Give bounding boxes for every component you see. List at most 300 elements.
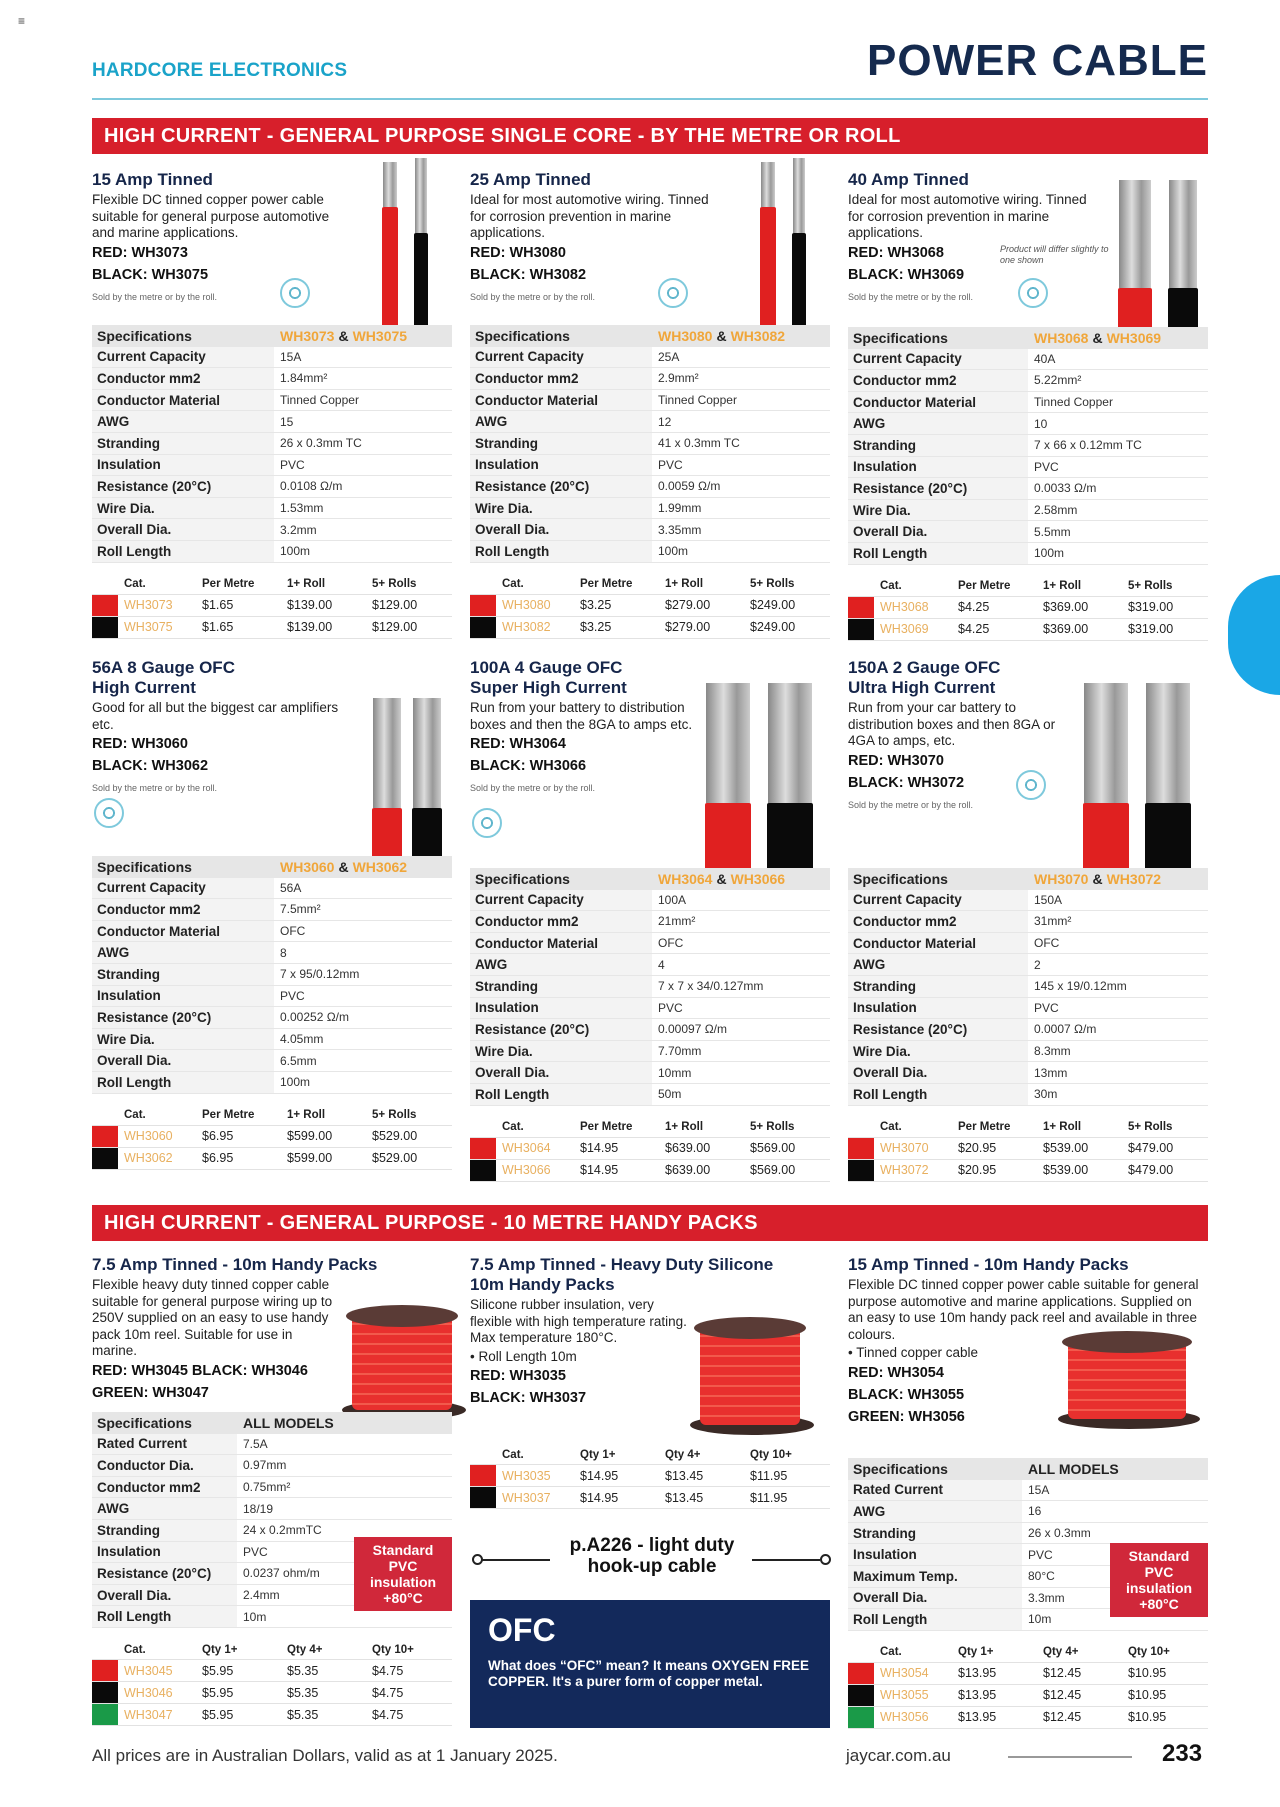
price-value: $6.95 (202, 1151, 234, 1166)
spec-row (92, 1072, 452, 1094)
price-row[interactable] (848, 597, 1208, 619)
spec-label: AWG (92, 411, 274, 432)
price-row[interactable] (470, 1160, 830, 1182)
spec-row (848, 478, 1208, 500)
wire-strands (415, 158, 427, 233)
price-value: $14.95 (580, 1490, 619, 1505)
reel-image (352, 1305, 452, 1420)
price-header: Per Metre (580, 1121, 633, 1134)
wire-strands (1146, 683, 1190, 803)
spec-row (470, 954, 830, 976)
price-row[interactable] (92, 1660, 452, 1682)
price-value: $10.95 (1128, 1666, 1167, 1681)
color-swatch-black (92, 1682, 118, 1703)
spec-value: 0.0007 Ω/m (1034, 1022, 1097, 1037)
price-header: Cat. (124, 1643, 146, 1656)
price-value: $569.00 (750, 1141, 796, 1156)
price-header: Qty 1+ (580, 1448, 616, 1461)
color-swatch-black (848, 619, 874, 640)
spec-label: Overall Dia. (92, 519, 274, 540)
price-header: 5+ Rolls (750, 1121, 795, 1134)
spec-label: Roll Length (470, 1084, 652, 1105)
cat-number[interactable]: WH3069 (880, 622, 929, 637)
spec-value: 4 (658, 957, 665, 972)
spec-label: Conductor mm2 (92, 899, 274, 920)
cat-number[interactable]: WH3056 (880, 1710, 929, 1725)
price-row[interactable] (92, 1148, 452, 1170)
roll-icon (94, 798, 124, 828)
spec-label: Conductor mm2 (92, 368, 274, 389)
price-value: $639.00 (665, 1141, 711, 1156)
product-title: 7.5 Amp Tinned - 10m Handy Packs (92, 1255, 378, 1274)
spec-label: Current Capacity (848, 890, 1028, 911)
section-bar-handy-packs: HIGH CURRENT - GENERAL PURPOSE - 10 METRE HANDY PACKS (92, 1205, 1208, 1241)
spec-row (92, 541, 452, 563)
product-title: 15 Amp Tinned (92, 170, 213, 189)
spec-row (848, 1041, 1208, 1063)
price-header: Cat. (502, 1121, 524, 1134)
spec-label: Insulation (470, 998, 652, 1019)
cable-black (1145, 803, 1191, 873)
cat-number[interactable]: WH3046 (124, 1685, 173, 1700)
spec-value: 2.58mm (1034, 503, 1078, 518)
spec-value: 41 x 0.3mm TC (658, 436, 740, 451)
product-description: Flexible DC tinned copper power cable suitable for general purpose automotive and marine applications. (92, 192, 330, 240)
price-header-row (848, 1118, 1208, 1138)
price-row[interactable] (470, 1465, 830, 1487)
cat-number[interactable]: WH3066 (502, 1163, 551, 1178)
spec-value: 100m (1034, 546, 1065, 561)
spec-row (848, 1062, 1208, 1084)
price-header: Qty 10+ (750, 1448, 792, 1461)
cat-number[interactable]: WH3073 (124, 598, 173, 613)
wire-strands (383, 162, 397, 207)
spec-label: Overall Dia. (848, 1062, 1028, 1083)
spec-header-models (274, 328, 407, 344)
price-header: 1+ Roll (665, 1121, 704, 1134)
product-description: Run from your battery to distribution boxes and then the 8GA to amps etc. (470, 700, 693, 732)
spec-row (470, 1019, 830, 1041)
product-card (470, 170, 830, 635)
spec-row (92, 519, 452, 541)
cat-number[interactable]: WH3045 (124, 1663, 173, 1678)
connector-line (752, 1559, 820, 1561)
spec-label: AWG (92, 942, 274, 963)
spec-value: 3.2mm (280, 522, 317, 537)
sold-note: Sold by the metre or by the roll. (848, 799, 974, 810)
spec-value: 150A (1034, 892, 1063, 907)
spec-row (848, 1019, 1208, 1041)
website-link[interactable]: jaycar.com.au (846, 1746, 951, 1765)
price-header: Per Metre (202, 578, 255, 591)
spec-row (92, 942, 452, 964)
price-value: $539.00 (1043, 1163, 1089, 1178)
spec-row (470, 347, 830, 369)
spec-row (470, 411, 830, 433)
price-row[interactable] (848, 1138, 1208, 1160)
price-value: $639.00 (665, 1163, 711, 1178)
cable-black (767, 803, 813, 873)
spec-value: 24 x 0.2mmTC (243, 1523, 322, 1538)
spec-label: Stranding (92, 964, 274, 985)
spec-row (470, 498, 830, 520)
price-row[interactable] (848, 1663, 1208, 1685)
spec-value: 0.00252 Ω/m (280, 1010, 350, 1025)
spec-row (848, 1501, 1208, 1523)
section-tab-marker (1228, 575, 1280, 695)
product-code: RED: WH3060 (92, 736, 188, 752)
spec-label: Maximum Temp. (848, 1566, 1022, 1587)
spec-row (470, 455, 830, 477)
spec-value: 8.3mm (1034, 1044, 1071, 1059)
color-swatch-red (848, 1663, 874, 1684)
model-code: WH3069 (1106, 329, 1162, 346)
cat-number[interactable]: WH3068 (880, 600, 929, 615)
spec-value: PVC (243, 1544, 268, 1559)
cat-number[interactable]: WH3047 (124, 1707, 173, 1722)
spec-label: Resistance (20°C) (92, 1563, 237, 1584)
price-row[interactable] (848, 619, 1208, 641)
price-row[interactable] (470, 595, 830, 617)
price-value: $599.00 (287, 1151, 333, 1166)
product-code: RED: WH3064 (470, 736, 566, 752)
spec-label: AWG (848, 954, 1028, 975)
spec-label: Overall Dia. (92, 1585, 237, 1606)
spec-value: 5.5mm (1034, 524, 1071, 539)
price-value: $13.95 (958, 1688, 997, 1703)
wire-strands (706, 683, 750, 803)
product-code: RED: WH3070 (848, 752, 944, 769)
price-header: Per Metre (202, 1109, 255, 1122)
spec-value: PVC (1034, 1000, 1059, 1015)
color-swatch-green (848, 1707, 874, 1728)
brand-name: HARDCORE ELECTRONICS (92, 60, 348, 81)
spec-label: Stranding (848, 1523, 1022, 1544)
spec-label: Wire Dia. (470, 1041, 652, 1062)
cat-number[interactable]: WH3037 (502, 1490, 551, 1505)
product-code: BLACK: WH3062 (92, 758, 209, 774)
spec-row (470, 519, 830, 541)
product-title: 25 Amp Tinned (470, 170, 591, 189)
ofc-body: What does “OFC” mean? It means OXYGEN FREE COPPER. It's a purer form of copper metal. (488, 1658, 810, 1689)
product-code: RED: WH3080 (470, 244, 566, 261)
model-code: WH3060 (280, 858, 335, 875)
cat-number[interactable]: WH3064 (502, 1141, 551, 1156)
product-code: RED: WH3073 (92, 244, 188, 261)
spec-label: Wire Dia. (848, 500, 1028, 521)
spec-row (470, 541, 830, 563)
price-value: $4.75 (372, 1707, 404, 1722)
price-value: $20.95 (958, 1141, 997, 1156)
product-code: RED: WH3054 (848, 1364, 944, 1381)
price-value: $479.00 (1128, 1141, 1174, 1156)
spec-value: PVC (1028, 1547, 1053, 1562)
price-row[interactable] (92, 595, 452, 617)
cat-number[interactable]: WH3075 (124, 620, 173, 635)
roll-icon (1016, 770, 1046, 800)
cable-black (414, 233, 428, 332)
price-header-row (470, 575, 830, 595)
insulation-badge: Standard PVC insulation +80°C (354, 1537, 452, 1611)
swatch-spacer (848, 577, 874, 596)
cable-red (705, 803, 751, 873)
color-swatch-black (470, 1160, 496, 1181)
wire-strands (1169, 180, 1197, 288)
spec-value: 7.5mm² (280, 902, 321, 917)
cable-red (760, 207, 776, 332)
connector-line (482, 1559, 550, 1561)
reel-body (700, 1327, 800, 1425)
spec-value: 0.97mm (243, 1458, 287, 1473)
spec-header-models (274, 859, 407, 875)
spec-row (92, 390, 452, 412)
spec-label: Conductor mm2 (470, 368, 652, 389)
spec-value: 3.35mm (658, 522, 702, 537)
price-row[interactable] (848, 1160, 1208, 1182)
spec-header-label: Specifications (853, 1460, 948, 1477)
joiner: & (716, 870, 727, 887)
price-header: Qty 1+ (202, 1643, 238, 1656)
page-title: POWER CABLE (867, 36, 1208, 85)
spec-value: 31mm² (1034, 914, 1072, 929)
spec-row (92, 899, 452, 921)
price-value: $139.00 (287, 620, 333, 635)
product-title: 56A 8 Gauge OFC (92, 658, 235, 677)
spec-label: Insulation (848, 1544, 1022, 1565)
price-value: $12.45 (1043, 1666, 1082, 1681)
cat-number[interactable]: WH3060 (124, 1129, 173, 1144)
spec-label: Insulation (848, 998, 1028, 1019)
price-value: $3.25 (580, 598, 612, 613)
price-header-row (92, 1640, 452, 1660)
price-row[interactable] (92, 1126, 452, 1148)
spec-row (848, 998, 1208, 1020)
spec-label: Resistance (20°C) (470, 1019, 652, 1040)
footer-divider (1008, 1756, 1132, 1758)
product-description: Run from your car battery to distribution boxes and then 8GA or 4GA to amps, etc. (848, 700, 1056, 748)
spec-label: Rated Current (848, 1480, 1022, 1501)
spec-label: AWG (848, 413, 1028, 434)
price-header-row (848, 577, 1208, 597)
color-swatch-green (92, 1704, 118, 1725)
price-value: $5.35 (287, 1707, 319, 1722)
price-header: Cat. (124, 1109, 146, 1122)
cat-number[interactable]: WH3082 (502, 620, 551, 635)
price-value: $1.65 (202, 620, 234, 635)
wire-strands (793, 158, 805, 233)
spec-row (92, 455, 452, 477)
insulation-badge: Standard PVC insulation +80°C (1110, 1543, 1208, 1617)
price-header: Cat. (880, 580, 902, 593)
spec-label: Wire Dia. (470, 498, 652, 519)
color-swatch-red (470, 595, 496, 616)
ofc-info-box (470, 1600, 830, 1728)
price-row[interactable] (470, 1487, 830, 1509)
reel-image (700, 1317, 800, 1435)
price-header: Cat. (124, 578, 146, 591)
product-header (470, 170, 830, 325)
price-header: Qty 4+ (287, 1643, 323, 1656)
spec-row (92, 1050, 452, 1072)
price-row[interactable] (470, 617, 830, 639)
spec-table (848, 868, 1208, 1106)
price-value: $10.95 (1128, 1688, 1167, 1703)
price-table (848, 1118, 1208, 1182)
price-header: Per Metre (580, 578, 633, 591)
product-code: GREEN: WH3056 (848, 1408, 965, 1425)
spec-row (470, 390, 830, 412)
spec-row (92, 476, 452, 498)
hookup-cable-reference[interactable] (472, 1535, 832, 1585)
price-header: Cat. (502, 1448, 524, 1461)
color-swatch-black (92, 617, 118, 638)
hookup-text: p.A226 - light duty hook-up cable (569, 1535, 735, 1577)
spec-label: Current Capacity (470, 347, 652, 368)
spec-row (92, 1477, 452, 1499)
cat-number[interactable]: WH3070 (880, 1141, 929, 1156)
price-value: $129.00 (372, 620, 418, 635)
price-value: $14.95 (580, 1141, 619, 1156)
price-row[interactable] (848, 1685, 1208, 1707)
spec-value: 100m (280, 544, 311, 559)
spec-value: 26 x 0.3mm (1028, 1526, 1091, 1541)
product-code: BLACK: WH3072 (848, 774, 965, 791)
price-value: $129.00 (372, 598, 418, 613)
spec-value: 4.05mm (280, 1032, 324, 1047)
spec-header-label: Specifications (853, 870, 948, 887)
product-card (470, 658, 830, 1178)
spec-header-row (92, 856, 452, 878)
spec-value: 1.99mm (658, 501, 702, 516)
price-row[interactable] (92, 1704, 452, 1726)
spec-label: Roll Length (848, 1084, 1028, 1105)
cable-black (792, 233, 806, 332)
spec-row (848, 933, 1208, 955)
spec-row (92, 878, 452, 900)
model-code: WH3075 (352, 327, 408, 344)
spec-label: Stranding (470, 976, 652, 997)
cat-number[interactable]: WH3062 (124, 1151, 173, 1166)
spec-label: AWG (92, 1498, 237, 1519)
price-header: Qty 1+ (958, 1646, 994, 1659)
wire-strands (1119, 180, 1151, 288)
spec-label: Resistance (20°C) (470, 476, 652, 497)
color-swatch-black (470, 1487, 496, 1508)
price-value: $10.95 (1128, 1710, 1167, 1725)
cat-number[interactable]: WH3072 (880, 1163, 929, 1178)
price-value: $139.00 (287, 598, 333, 613)
price-header: 1+ Roll (287, 1109, 326, 1122)
spec-value: 7.5A (243, 1436, 268, 1451)
spec-value: 100m (658, 544, 689, 559)
spec-row (92, 368, 452, 390)
sold-note: Sold by the metre or by the roll. (848, 291, 974, 302)
spec-value: 10 (1034, 416, 1048, 431)
cat-number[interactable]: WH3055 (880, 1688, 929, 1703)
cat-number[interactable]: WH3035 (502, 1468, 551, 1483)
price-row[interactable] (470, 1138, 830, 1160)
price-row[interactable] (92, 1682, 452, 1704)
cable-black (1168, 288, 1198, 330)
spec-value: 2.4mm (243, 1588, 280, 1603)
spec-row (470, 368, 830, 390)
product-subtitle: Ultra High Current (848, 678, 996, 697)
price-header: Qty 4+ (1043, 1646, 1079, 1659)
spec-label: Conductor Material (92, 921, 274, 942)
product-card (848, 1255, 1208, 1725)
price-value: $20.95 (958, 1163, 997, 1178)
spec-value: 15A (280, 349, 302, 364)
spec-row (848, 543, 1208, 565)
spec-value: 100A (658, 892, 687, 907)
price-header: Cat. (880, 1646, 902, 1659)
price-row[interactable] (848, 1707, 1208, 1729)
price-value: $5.35 (287, 1663, 319, 1678)
swatch-spacer (92, 1640, 118, 1659)
cable-black (412, 808, 442, 858)
spec-value: 0.00097 Ω/m (658, 1022, 728, 1037)
spec-row (848, 911, 1208, 933)
wire-strands (768, 683, 812, 803)
spec-row (470, 476, 830, 498)
spec-row (848, 521, 1208, 543)
color-swatch-black (848, 1160, 874, 1181)
price-value: $5.95 (202, 1707, 234, 1722)
price-value: $249.00 (750, 598, 796, 613)
cat-number[interactable]: WH3080 (502, 598, 551, 613)
product-code: BLACK: WH3082 (470, 266, 587, 283)
joiner: & (338, 327, 349, 344)
spec-header-row (848, 1458, 1208, 1480)
spec-value: Tinned Copper (1034, 395, 1113, 410)
price-value: $13.95 (958, 1710, 997, 1725)
price-value: $319.00 (1128, 622, 1174, 637)
menu-icon[interactable]: ≡ (18, 14, 26, 28)
price-row[interactable] (92, 617, 452, 639)
spec-row (848, 1480, 1208, 1502)
spec-value: 145 x 19/0.12mm (1034, 979, 1127, 994)
spec-label: Wire Dia. (92, 1029, 274, 1050)
spec-value: 21mm² (658, 914, 696, 929)
roll-icon (472, 808, 502, 838)
cat-number[interactable]: WH3054 (880, 1666, 929, 1681)
product-header (848, 658, 1208, 868)
spec-value: PVC (280, 457, 305, 472)
spec-label: Overall Dia. (470, 519, 652, 540)
spec-row (92, 347, 452, 369)
price-value: $4.75 (372, 1685, 404, 1700)
swatch-spacer (848, 1118, 874, 1137)
spec-value: 56A (280, 880, 302, 895)
cable-red (382, 207, 398, 332)
page-number: 233 (1162, 1740, 1203, 1767)
price-value: $599.00 (287, 1129, 333, 1144)
price-header-row (848, 1643, 1208, 1663)
product-header (92, 1255, 452, 1412)
spec-value: 0.75mm² (243, 1480, 291, 1495)
price-header-row (92, 575, 452, 595)
spec-label: AWG (470, 954, 652, 975)
spec-label: Roll Length (92, 1072, 274, 1093)
product-card (848, 658, 1208, 1178)
spec-value: 6.5mm (280, 1053, 317, 1068)
price-value: $13.45 (665, 1490, 704, 1505)
reel-body (352, 1315, 452, 1410)
product-code: BLACK: WH3055 (848, 1386, 965, 1403)
spec-row (848, 413, 1208, 435)
spec-header-row (848, 868, 1208, 890)
product-header (470, 1255, 830, 1445)
